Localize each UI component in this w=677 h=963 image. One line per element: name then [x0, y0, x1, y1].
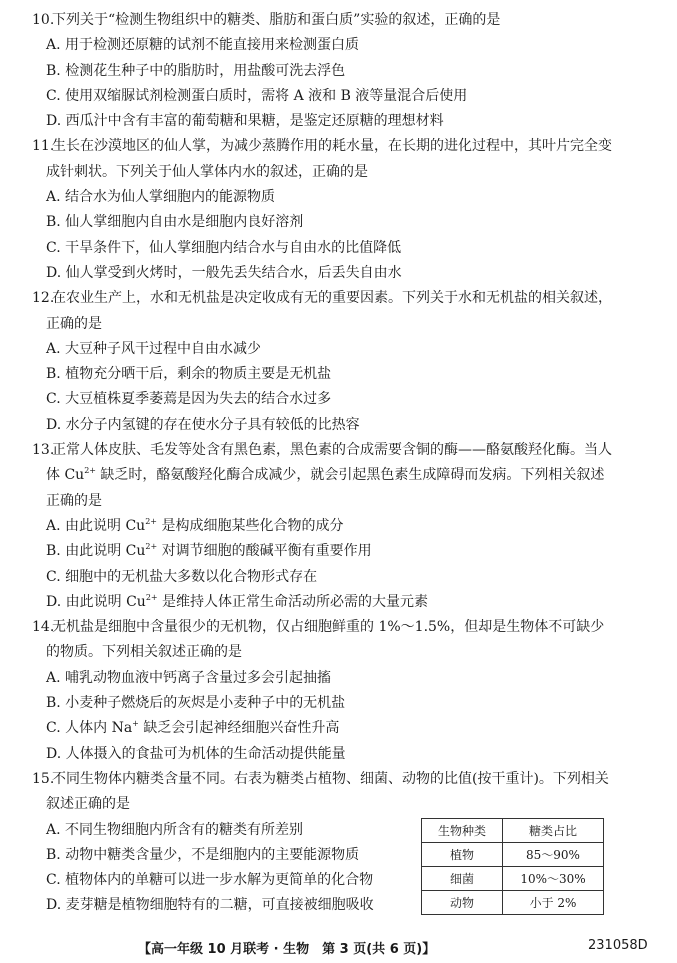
option-a: A. 大豆种子风干过程中自由水减少 [46, 340, 262, 357]
ion-charge: 2+ [145, 516, 157, 526]
question-number: 14. [32, 619, 55, 636]
question-stem-line [32, 8, 657, 33]
option-b: B. 动物中糖类含量少，不是细胞内的主要能源物质 [46, 846, 360, 863]
option-c: C. 干旱条件下，仙人掌细胞内结合水与自由水的比值降低 [46, 239, 402, 256]
option-c: C. 使用双缩脲试剂检测蛋白质时，需将 A 液和 B 液等量混合后使用 [46, 87, 468, 104]
stem-text: 无机盐是细胞中含量很少的无机物，仅占细胞鲜重的 1%～1.5%，但却是生物体不可缺少 [52, 619, 605, 636]
stem-text: 缺乏时，酪氨酸羟化酶合成减少，就会引起黑色素生成障碍而发病。下列相关叙述 [95, 467, 605, 484]
stem-text: 不同生物体内糖类含量不同。右表为糖类占植物、细菌、动物的比值(按干重计)。下列相关 [52, 770, 609, 787]
table-cell: 小于 2% [503, 891, 604, 915]
question-stem-line [32, 463, 657, 488]
ion-charge: 2+ [145, 542, 158, 552]
stem-text: 体 Cu [46, 467, 85, 484]
option-text: B. 由此说明 Cu [46, 543, 146, 560]
ion-charge: 2+ [84, 466, 96, 476]
question-stem-line: 叙述正确的是 [46, 796, 130, 813]
option-c: C. 大豆植株夏季萎蔫是因为失去的结合水过多 [46, 391, 332, 408]
question-stem-line [32, 134, 657, 159]
option-a: A. 用于检测还原糖的试剂不能直接用来检测蛋白质 [46, 37, 360, 54]
question-14 [32, 615, 657, 767]
table-row [422, 867, 604, 891]
question-stem-line: 成针刺状。下列关于仙人掌体内水的叙述，正确的是 [46, 163, 368, 180]
option-text: A. 由此说明 Cu [46, 517, 146, 534]
option-text: C. 细胞中的无机盐大多数以化合物形式存在 [46, 568, 318, 585]
option-c [32, 716, 657, 741]
option-d: D. 仙人掌受到火烤时，一般先丢失结合水，后丢失自由水 [46, 264, 402, 281]
table-cell: 85～90% [503, 843, 604, 867]
option-b: B. 小麦种子燃烧后的灰烬是小麦种子中的无机盐 [46, 695, 346, 712]
stem-text: 正常人体皮肤、毛发等处含有黑色素，黑色素的合成需要含铜的酶——酪氨酸羟化酶。当人 [52, 442, 612, 459]
option-text: C. 人体内 Na [46, 720, 133, 737]
option-d [32, 590, 657, 615]
question-number: 13. [32, 442, 55, 459]
question-stem-line: 的物质。下列相关叙述正确的是 [46, 644, 242, 661]
option-a: A. 结合水为仙人掌细胞内的能源物质 [46, 189, 276, 206]
table-row [422, 843, 604, 867]
table-cell: 植物 [422, 843, 503, 867]
option-b: B. 植物充分晒干后，剩余的物质主要是无机盐 [46, 366, 332, 383]
option-d: D. 水分子内氢键的存在使水分子具有较低的比热容 [46, 416, 360, 433]
option-c: C. 植物体内的单糖可以进一步水解为更简单的化合物 [46, 872, 374, 889]
table-header-cell: 生物种类 [422, 819, 503, 843]
question-number: 12. [32, 290, 55, 307]
ion-charge: + [132, 719, 139, 729]
option-d: D. 麦芽糖是植物细胞特有的二糖，可直接被细胞吸收 [46, 897, 374, 914]
option-d: D. 西瓜汁中含有丰富的葡萄糖和果糖，是鉴定还原糖的理想材料 [46, 113, 444, 130]
question-number: 11. [32, 138, 55, 155]
question-stem-line: 正确的是 [46, 315, 102, 332]
question-number: 10. [32, 12, 55, 28]
stem-text: 生长在沙漠地区的仙人掌，为减少蒸腾作用的耗水量，在长期的进化过程中，其叶片完全变 [52, 138, 612, 155]
option-b: B. 仙人掌细胞内自由水是细胞内良好溶剂 [46, 214, 304, 231]
footer-title: 【高一年级 10 月联考 · 生物 第 3 页(共 6 页)】 [138, 942, 436, 957]
option-d: D. 人体摄入的食盐可为机体的生命活动提供能量 [46, 745, 346, 762]
question-10 [32, 8, 657, 134]
option-b: B. 检测花生种子中的脂肪时，用盐酸可洗去浮色 [46, 62, 346, 79]
stem-text: 在农业生产上，水和无机盐是决定收成有无的重要因素。下列关于水和无机盐的相关叙述， [52, 290, 612, 307]
option-text: 缺乏会引起神经细胞兴奋性升高 [138, 720, 340, 737]
option-a [32, 514, 657, 539]
question-12 [32, 286, 657, 438]
question-13 [32, 438, 657, 615]
option-a: A. 哺乳动物血液中钙离子含量过多会引起抽搐 [46, 669, 332, 686]
question-stem-line: 正确的是 [46, 492, 102, 509]
question-stem-line [32, 286, 657, 311]
option-text: 对调节细胞的酸碱平衡有重要作用 [157, 543, 372, 560]
stem-text: 下列关于“检测生物组织中的糖类、脂肪和蛋白质”实验的叙述，正确的是 [52, 12, 501, 28]
table-header-cell: 糖类占比 [503, 819, 604, 843]
table-cell: 细菌 [422, 867, 503, 891]
option-b [32, 539, 657, 564]
option-text: D. 由此说明 Cu [46, 593, 146, 610]
table-header-row [422, 819, 604, 843]
table-cell: 动物 [422, 891, 503, 915]
footer-code: 231058D [588, 938, 648, 953]
table-cell: 10%～30% [503, 867, 604, 891]
option-text: 是维持人体正常生命活动所必需的大量元素 [157, 593, 429, 610]
option-text: 是构成细胞某些化合物的成分 [157, 517, 344, 534]
question-list [32, 8, 657, 919]
ion-charge: 2+ [145, 592, 158, 602]
table-row [422, 891, 604, 915]
question-stem-line [32, 438, 657, 463]
question-stem-line [32, 767, 657, 792]
question-number: 15. [32, 770, 55, 787]
table [421, 818, 604, 915]
question-stem-line [32, 615, 657, 640]
option-a: A. 不同生物细胞内所含有的糖类有所差别 [46, 821, 304, 838]
question-11 [32, 134, 657, 286]
sugar-ratio-table [421, 818, 604, 915]
option-c [32, 565, 657, 590]
